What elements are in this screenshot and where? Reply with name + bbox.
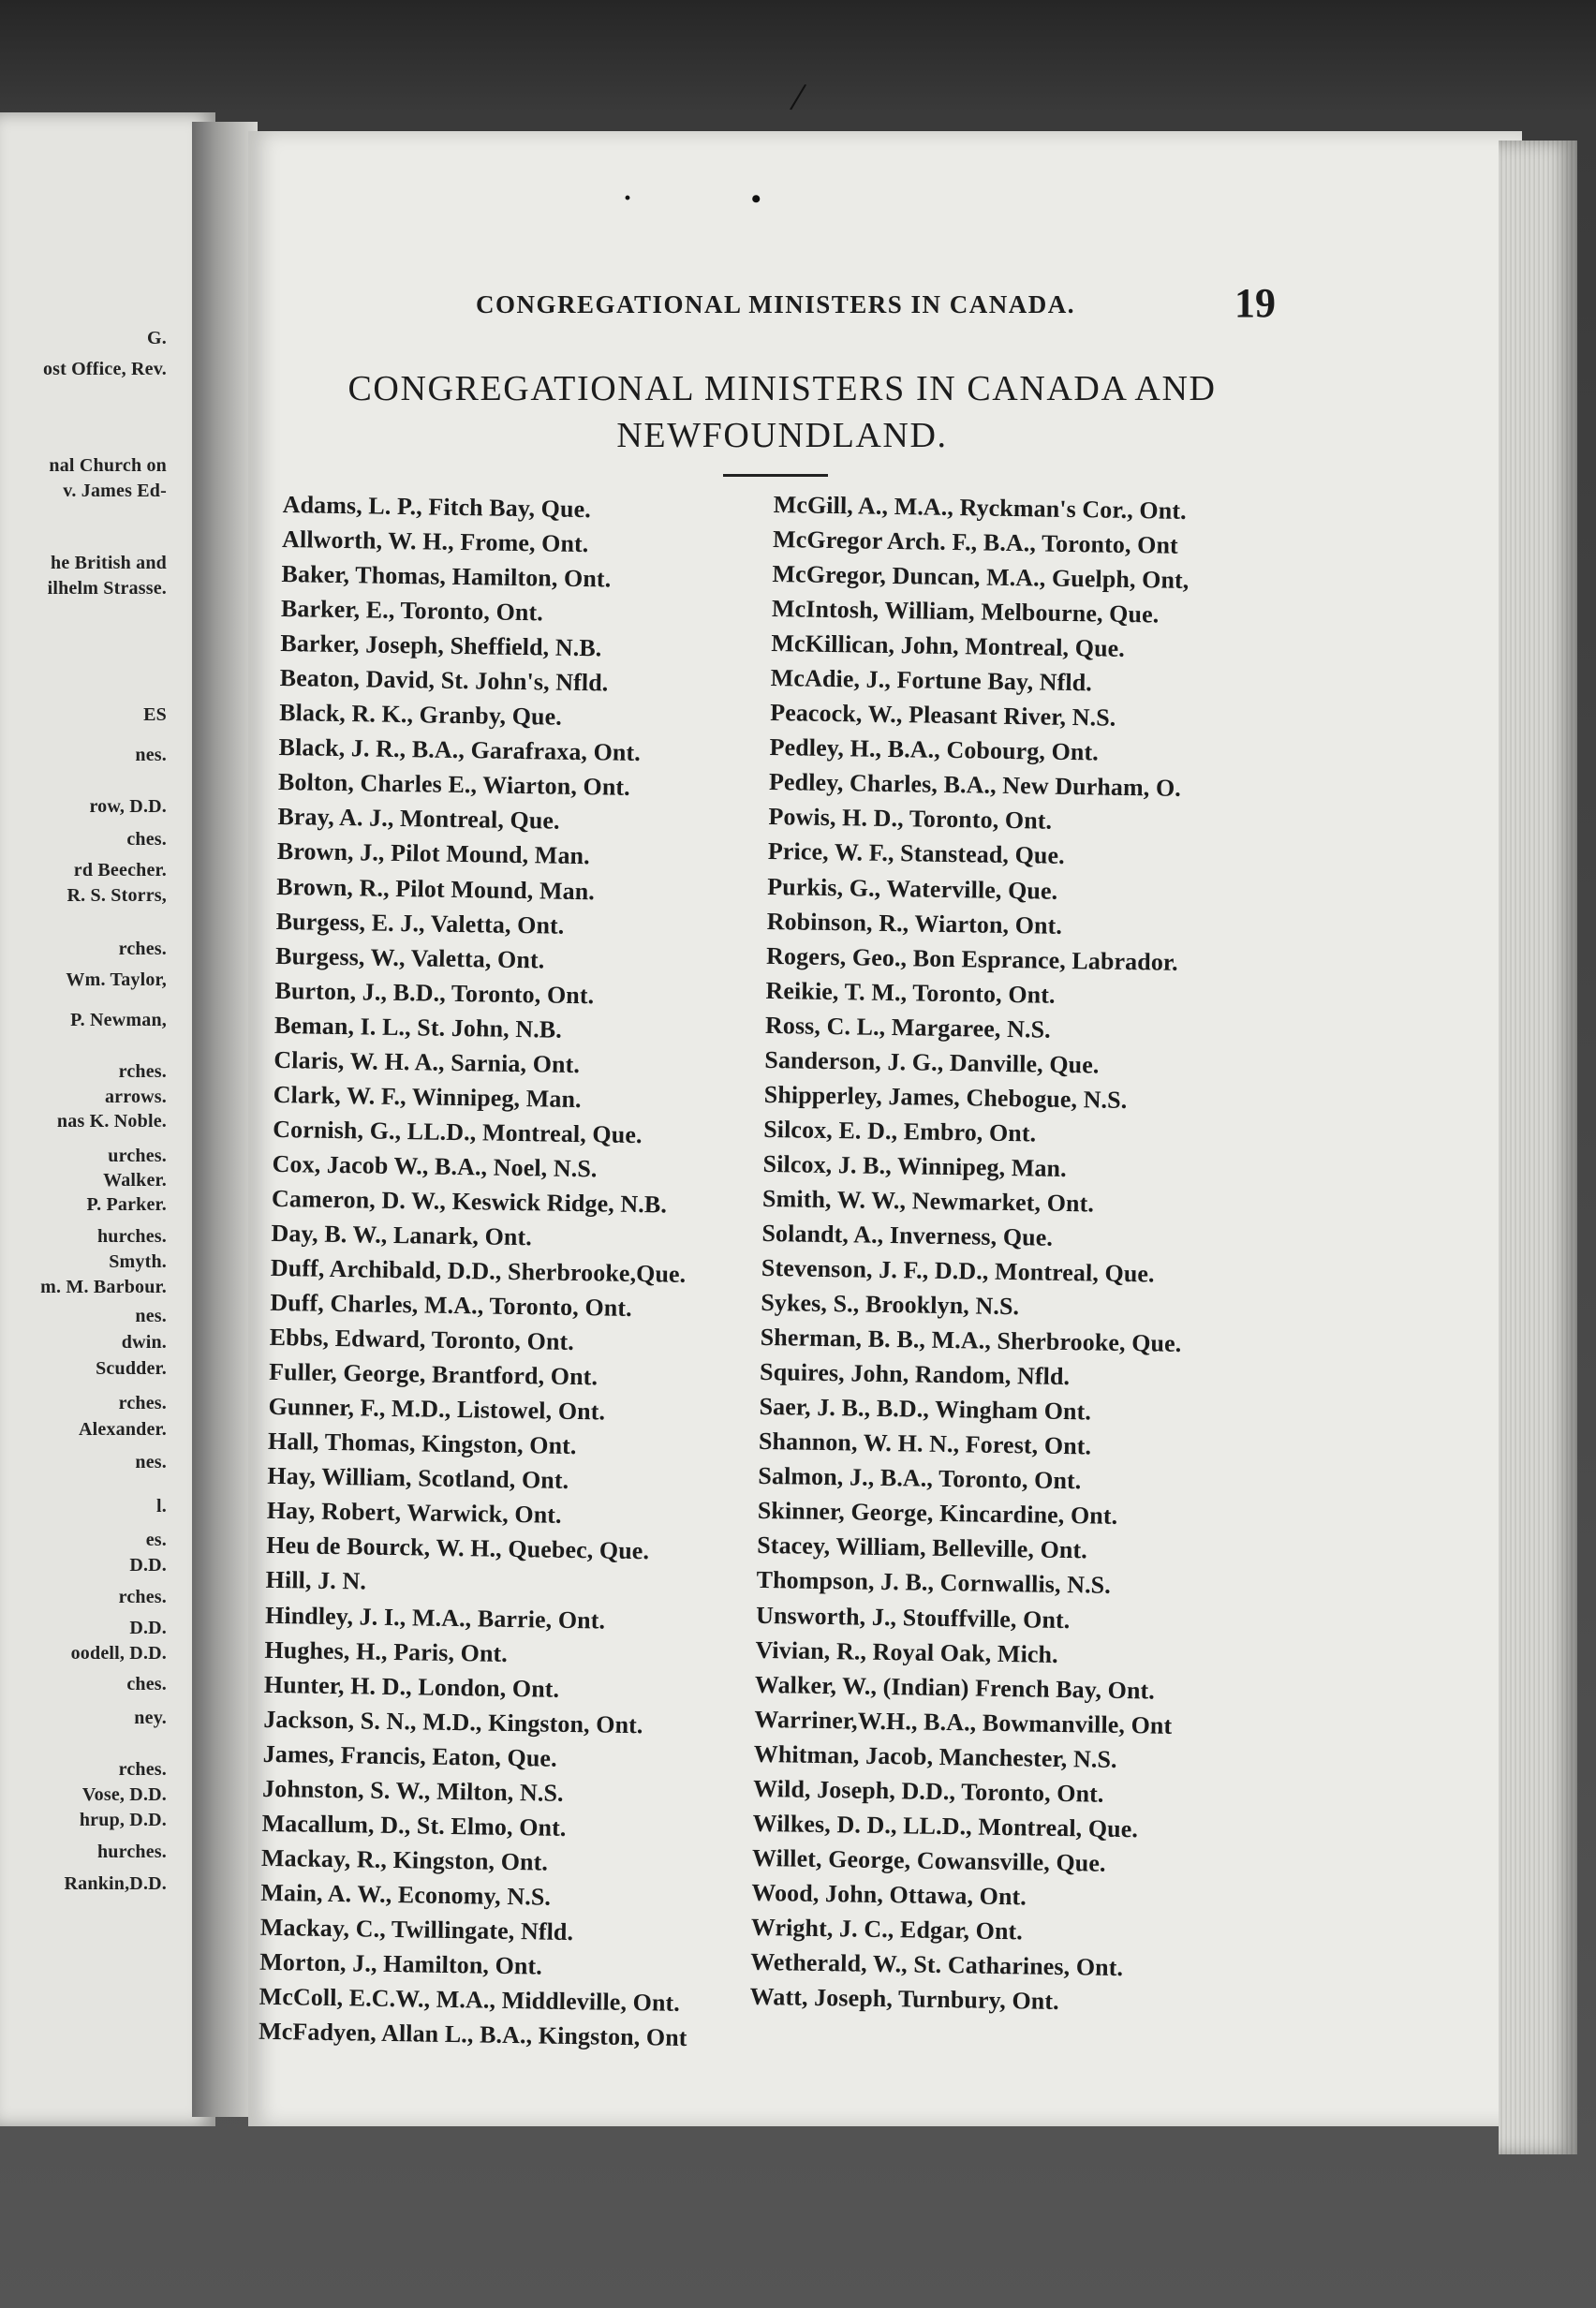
- facing-page-text: rches.: [118, 1393, 167, 1413]
- page-title: [272, 365, 1293, 459]
- facing-page-text: hurches.: [96, 1842, 167, 1862]
- minister-entry: Mackay, C., Twillingate, Nfld.: [259, 1913, 574, 1946]
- minister-entry: Adams, L. P., Fitch Bay, Que.: [282, 490, 592, 524]
- facing-page-text: Smyth.: [109, 1251, 167, 1272]
- minister-entry: Duff, Archibald, D.D., Sherbrooke,Que.: [270, 1253, 687, 1288]
- minister-entry: Salmon, J., B.A., Toronto, Ont.: [758, 1462, 1082, 1495]
- minister-entry: Wild, Joseph, D.D., Toronto, Ont.: [752, 1774, 1104, 1808]
- minister-entry: Shannon, W. H. N., Forest, Ont.: [758, 1428, 1092, 1460]
- facing-page-text: rches.: [118, 939, 167, 959]
- minister-entry: Peacock, W., Pleasant River, N.S.: [769, 699, 1116, 732]
- minister-entry: Wood, John, Ottawa, Ont.: [751, 1878, 1027, 1911]
- minister-entry: Pedley, H., B.A., Cobourg, Ont.: [769, 733, 1100, 766]
- facing-page-text: l.: [156, 1496, 167, 1516]
- facing-page-text: Scudder.: [96, 1358, 167, 1379]
- minister-entry: McAdie, J., Fortune Bay, Nfld.: [770, 664, 1093, 697]
- minister-entry: Mackay, R., Kingston, Ont.: [260, 1843, 549, 1876]
- minister-entry: Skinner, George, Kincardine, Ont.: [757, 1497, 1118, 1531]
- stray-dot: ·: [623, 183, 633, 214]
- minister-entry: Sherman, B. B., M.A., Sherbrooke, Que.: [760, 1324, 1182, 1358]
- minister-entry: Ross, C. L., Margaree, N.S.: [764, 1011, 1051, 1043]
- facing-page-text: urches.: [108, 1146, 167, 1166]
- minister-entry: Wright, J. C., Edgar, Ont.: [750, 1913, 1024, 1946]
- minister-entry: McIntosh, William, Melbourne, Que.: [771, 595, 1160, 629]
- minister-entry: Silcox, J. B., Winnipeg, Man.: [762, 1149, 1067, 1182]
- minister-entry: Gunner, F., M.D., Listowel, Ont.: [268, 1393, 606, 1426]
- minister-entry: Brown, R., Pilot Mound, Man.: [276, 872, 596, 905]
- minister-entry: Cameron, D. W., Keswick Ridge, N.B.: [271, 1184, 668, 1219]
- facing-page-text: nas K. Noble.: [56, 1111, 167, 1132]
- minister-entry: Hay, William, Scotland, Ont.: [267, 1462, 569, 1495]
- minister-entry: Bolton, Charles E., Wiarton, Ont.: [277, 768, 631, 802]
- minister-entry: Day, B. W., Lanark, Ont.: [271, 1219, 533, 1251]
- facing-page-text: rches.: [118, 1759, 167, 1780]
- minister-entry: Silcox, E. D., Embro, Ont.: [763, 1115, 1037, 1147]
- minister-entry: Allworth, W. H., Frome, Ont.: [281, 525, 589, 558]
- facing-page-text: ches.: [126, 1674, 167, 1694]
- facing-page-text: P. Newman,: [70, 1010, 167, 1030]
- facing-page-text: Vose, D.D.: [81, 1784, 167, 1805]
- facing-page-text: Rankin,D.D.: [64, 1873, 167, 1894]
- minister-entry: Rogers, Geo., Bon Esprance, Labrador.: [765, 941, 1179, 976]
- minister-entry: Whitman, Jacob, Manchester, N.S.: [753, 1739, 1117, 1773]
- facing-page-text: hrup, D.D.: [79, 1810, 167, 1830]
- minister-entry: Squires, John, Random, Nfld.: [759, 1358, 1071, 1391]
- minister-entry: Thompson, J. B., Cornwallis, N.S.: [756, 1566, 1112, 1600]
- minister-entry: Hay, Robert, Warwick, Ont.: [266, 1497, 562, 1530]
- minister-entry: Wilkes, D. D., LL.D., Montreal, Que.: [752, 1809, 1139, 1843]
- minister-entry: McKillican, John, Montreal, Que.: [771, 629, 1126, 663]
- minister-entry: Baker, Thomas, Hamilton, Ont.: [281, 560, 612, 593]
- minister-entry: Ebbs, Edward, Toronto, Ont.: [269, 1324, 575, 1356]
- facing-page-text: m. M. Barbour.: [40, 1277, 167, 1297]
- facing-page-text: ilhelm Strasse.: [47, 578, 167, 599]
- minister-entry: Warriner,W.H., B.A., Bowmanville, Ont: [754, 1705, 1173, 1739]
- minister-entry: Shipperley, James, Chebogue, N.S.: [763, 1080, 1128, 1114]
- minister-entry: McColl, E.C.W., M.A., Middleville, Ont.: [259, 1982, 681, 2017]
- title-line: CONGREGATIONAL MINISTERS IN CANADA AND: [347, 369, 1217, 408]
- minister-entry: Solandt, A., Inverness, Que.: [761, 1219, 1054, 1251]
- minister-entry: Duff, Charles, M.A., Toronto, Ont.: [270, 1288, 632, 1323]
- facing-page-text: ES: [143, 704, 167, 725]
- minister-entry: Black, J. R., B.A., Garafraxa, Ont.: [278, 733, 642, 767]
- minister-entry: Beaton, David, St. John's, Nfld.: [279, 664, 609, 697]
- minister-entry: Claris, W. H. A., Sarnia, Ont.: [273, 1045, 581, 1078]
- title-line: NEWFOUNDLAND.: [616, 416, 948, 455]
- running-head: CONGREGATIONAL MINISTERS IN CANADA.: [475, 290, 1076, 318]
- minister-entry: Burton, J., B.D., Toronto, Ont.: [274, 976, 595, 1009]
- facing-page-text: nes.: [135, 1306, 167, 1326]
- facing-page-text: D.D.: [129, 1555, 167, 1576]
- minister-entry: Main, A. W., Economy, N.S.: [260, 1878, 552, 1911]
- minister-entry: Macallum, D., St. Elmo, Ont.: [261, 1809, 567, 1842]
- minister-entry: McGregor Arch. F., B.A., Toronto, Ont: [772, 525, 1179, 559]
- minister-entry: Johnston, S. W., Milton, N.S.: [261, 1774, 564, 1807]
- facing-page-text: oodell, D.D.: [70, 1643, 167, 1664]
- facing-page-text: Walker.: [103, 1170, 167, 1191]
- minister-entry: Pedley, Charles, B.A., New Durham, O.: [768, 768, 1182, 803]
- facing-page-text: Alexander.: [78, 1419, 167, 1440]
- title-rule: [723, 474, 828, 477]
- minister-entry: Fuller, George, Brantford, Ont.: [268, 1358, 598, 1391]
- minister-entry: Cox, Jacob W., B.A., Noel, N.S.: [272, 1149, 598, 1183]
- minister-entry: Sykes, S., Brooklyn, N.S.: [761, 1288, 1020, 1321]
- minister-entry: Wetherald, W., St. Catharines, Ont.: [750, 1947, 1124, 1982]
- minister-entry: Morton, J., Hamilton, Ont.: [259, 1947, 543, 1980]
- facing-page-text: nes.: [135, 1452, 167, 1472]
- minister-entry: Brown, J., Pilot Mound, Man.: [276, 837, 590, 870]
- minister-entry: Bray, A. J., Montreal, Que.: [277, 803, 560, 836]
- page-edges: [1499, 141, 1577, 2154]
- minister-entry: Hindley, J. I., M.A., Barrie, Ont.: [264, 1601, 606, 1635]
- page-number: 19: [1234, 280, 1276, 326]
- facing-page-text: nes.: [135, 745, 167, 765]
- facing-page-text: v. James Ed-: [63, 481, 167, 501]
- facing-page-text: es.: [145, 1530, 167, 1550]
- facing-page-text: G.: [147, 328, 167, 348]
- facing-page-text: he British and: [51, 553, 167, 573]
- minister-entry: Hughes, H., Paris, Ont.: [264, 1635, 509, 1667]
- minister-entry: Walker, W., (Indian) French Bay, Ont.: [754, 1670, 1156, 1705]
- facing-page-text: nal Church on: [49, 455, 167, 476]
- minister-entry: Hunter, H. D., London, Ont.: [263, 1670, 560, 1703]
- facing-page-text: D.D.: [129, 1618, 167, 1638]
- minister-entry: Burgess, W., Valetta, Ont.: [274, 941, 545, 974]
- facing-page-text: rches.: [118, 1587, 167, 1607]
- facing-page-text: ost Office, Rev.: [42, 359, 167, 379]
- minister-entry: Robinson, R., Wiarton, Ont.: [766, 907, 1063, 939]
- minister-entry: Hill, J. N.: [265, 1566, 367, 1595]
- facing-page-text: Wm. Taylor,: [66, 969, 167, 990]
- facing-page-text: dwin.: [121, 1332, 167, 1353]
- facing-page-text: ney.: [134, 1708, 167, 1728]
- minister-entry: Barker, Joseph, Sheffield, N.B.: [280, 629, 602, 662]
- facing-page-text: rd Beecher.: [73, 860, 167, 880]
- minister-entry: Clark, W. F., Winnipeg, Man.: [273, 1080, 582, 1113]
- facing-page-text: ches.: [126, 829, 167, 850]
- minister-entry: Sanderson, J. G., Danville, Que.: [764, 1045, 1100, 1079]
- facing-page-fragment: [0, 112, 215, 2126]
- minister-entry: Price, W. F., Stanstead, Que.: [767, 837, 1065, 870]
- stray-mark: /: [788, 73, 809, 121]
- minister-entry: Beman, I. L., St. John, N.B.: [273, 1011, 563, 1043]
- minister-entry: Purkis, G., Waterville, Que.: [767, 872, 1058, 905]
- facing-page-text: arrows.: [104, 1087, 167, 1107]
- minister-entry: Burgess, E. J., Valetta, Ont.: [275, 907, 565, 939]
- facing-page-text: rches.: [118, 1061, 167, 1082]
- minister-entry: Stevenson, J. F., D.D., Montreal, Que.: [761, 1253, 1155, 1288]
- minister-entry: James, Francis, Eaton, Que.: [262, 1739, 557, 1772]
- minister-entry: McGill, A., M.A., Ryckman's Cor., Ont.: [773, 490, 1187, 525]
- minister-entry: Black, R. K., Granby, Que.: [278, 699, 563, 731]
- facing-page-text: row, D.D.: [89, 796, 167, 817]
- minister-entry: Smith, W. W., Newmarket, Ont.: [761, 1184, 1095, 1218]
- minister-entry: McFadyen, Allan L., B.A., Kingston, Ont: [258, 2017, 687, 2052]
- minister-entry: Hall, Thomas, Kingston, Ont.: [267, 1428, 577, 1460]
- minister-entry: McGregor, Duncan, M.A., Guelph, Ont,: [772, 560, 1190, 595]
- minister-entry: Saer, J. B., B.D., Wingham Ont.: [759, 1393, 1092, 1426]
- minister-entry: Jackson, S. N., M.D., Kingston, Ont.: [263, 1705, 643, 1738]
- minister-entry: Willet, George, Cowansville, Que.: [751, 1843, 1106, 1877]
- minister-entry: Stacey, William, Belleville, Ont.: [757, 1531, 1088, 1564]
- stray-dot: •: [751, 184, 761, 215]
- minister-entry: Cornish, G., LL.D., Montreal, Que.: [273, 1115, 643, 1148]
- minister-entry: Watt, Joseph, Turnbury, Ont.: [749, 1982, 1059, 2015]
- minister-entry: Heu de Bourck, W. H., Quebec, Que.: [266, 1531, 650, 1565]
- facing-page-text: P. Parker.: [86, 1194, 167, 1215]
- facing-page-text: R. S. Storrs,: [66, 885, 167, 906]
- minister-entry: Barker, E., Toronto, Ont.: [280, 595, 544, 627]
- facing-page-text: hurches.: [96, 1226, 167, 1247]
- minister-entry: Vivian, R., Royal Oak, Mich.: [755, 1635, 1058, 1668]
- minister-entry: Powis, H. D., Toronto, Ont.: [768, 803, 1053, 836]
- minister-entry: Reikie, T. M., Toronto, Ont.: [765, 976, 1056, 1009]
- ministers-list-left: [259, 487, 712, 2055]
- minister-entry: Unsworth, J., Stouffville, Ont.: [755, 1601, 1071, 1634]
- ministers-list-right: [749, 487, 1194, 2020]
